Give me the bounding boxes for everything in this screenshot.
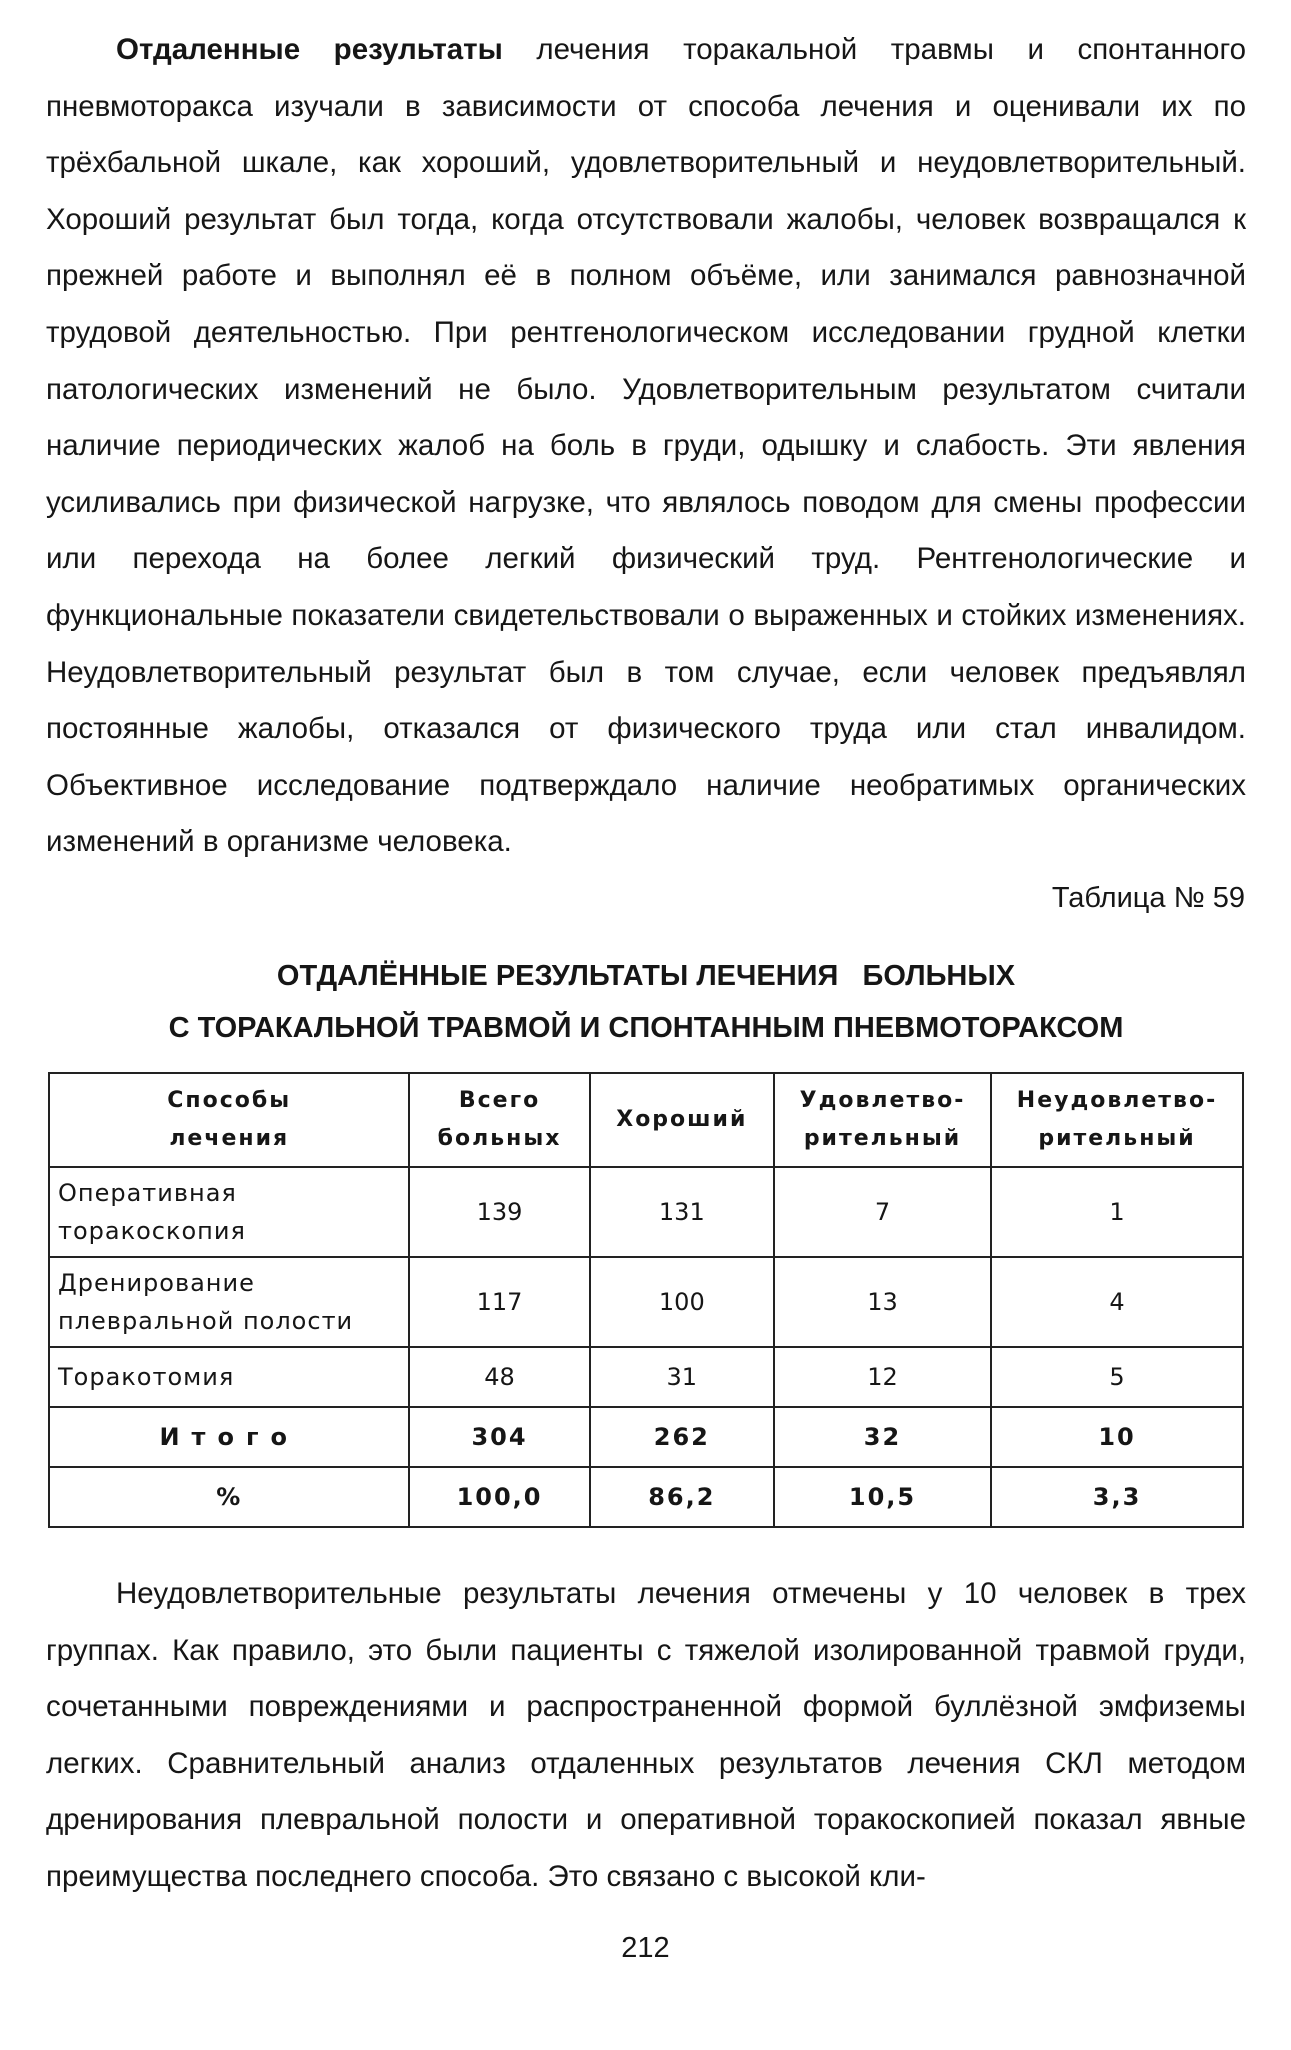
header-total: Всего больных (409, 1073, 589, 1167)
paragraph-lead: Отдаленные результаты (116, 33, 503, 66)
header-satisfactory: Удовлетво- рительный (774, 1073, 991, 1167)
body-paragraph-2: Неудовлетворительные результаты лечения отмечены у 10 человек в трех группах. Как правило, это были пациенты с тяжелой изолированной травмой груди, сочетанными повреждениями и распространенной формой буллёзной эмфиземы легких. Сравнительный анализ отдаленных результатов лечения СКЛ методом дренирования плевральной полости и оперативной торакоскопией показал явные преимущества последнего способа. Это связано с высокой кли- (46, 1577, 1246, 1893)
total-good: 262 (590, 1407, 774, 1467)
row-unsatisfactory: 1 (991, 1167, 1243, 1257)
table-row (49, 1347, 1243, 1407)
total-unsatisfactory: 10 (991, 1407, 1243, 1467)
percent-unsatisfactory: 3,3 (991, 1467, 1243, 1527)
row-total: 48 (409, 1347, 589, 1407)
total-total: 304 (409, 1407, 589, 1467)
table-title-line-1: ОТДАЛЁННЫЕ РЕЗУЛЬТАТЫ ЛЕЧЕНИЯ БОЛЬНЫХ (276, 960, 1016, 992)
results-table (48, 1072, 1244, 1528)
header-good: Хороший (590, 1073, 774, 1167)
table-total-row (49, 1407, 1243, 1467)
row-total: 117 (409, 1257, 589, 1347)
percent-good: 86,2 (590, 1467, 774, 1527)
percent-label: % (49, 1467, 409, 1527)
row-satisfactory: 13 (774, 1257, 991, 1347)
row-unsatisfactory: 4 (991, 1257, 1243, 1347)
table-row (49, 1167, 1243, 1257)
body-paragraph-1 (46, 22, 1246, 871)
table-title-line-2: С ТОРАКАЛЬНОЙ ТРАВМОЙ И СПОНТАННЫМ ПНЕВМОТОРАКСОМ (168, 1012, 1124, 1044)
table-header-row (49, 1073, 1243, 1167)
row-good: 31 (590, 1347, 774, 1407)
row-method: Оперативная торакоскопия (49, 1167, 409, 1257)
row-satisfactory: 12 (774, 1347, 991, 1407)
row-total: 139 (409, 1167, 589, 1257)
row-method: Дренирование плевральной полости (49, 1257, 409, 1347)
percent-satisfactory: 10,5 (774, 1467, 991, 1527)
header-unsatisfactory: Неудовлетво- рительный (991, 1073, 1243, 1167)
table-percent-row (49, 1467, 1243, 1527)
row-good: 100 (590, 1257, 774, 1347)
total-satisfactory: 32 (774, 1407, 991, 1467)
row-good: 131 (590, 1167, 774, 1257)
paragraph-text: лечения торакальной травмы и спонтанного пневмоторакса изучали в зависимости от способа лечения и оценивали их по трёхбальной шкале, как хороший, удовлетворительный и неудовлетворительный. Хороший результат был тогда, когда отсутствовали жалобы, человек возвращался к прежней работе и выполнял её в полном объёме, или занимался равнозначной трудовой деятельностью. При рентгенологическом исследовании грудной клетки патологических изменений не было. Удовлетворительным результатом считали наличие периодических жалоб на боль в груди, одышку и слабость. Эти явления усиливались при физической нагрузке, что являлось поводом для смены профессии или перехода на более легкий физический труд. Рентгенологические и функциональные показатели свидетельствовали о выраженных и стойких изменениях. Неудовлетворительный результат был в том случае, если человек предъявлял постоянные жалобы, отказался от физического труда или стал инвалидом. Объективное исследование подтверждало наличие необратимых органических изменений в организме человека. (46, 33, 1246, 859)
row-method: Торакотомия (49, 1347, 409, 1407)
table-number: Таблица № 59 (1051, 882, 1245, 914)
percent-total: 100,0 (409, 1467, 589, 1527)
total-label: Итого (49, 1407, 409, 1467)
table-row (49, 1257, 1243, 1347)
row-unsatisfactory: 5 (991, 1347, 1243, 1407)
table-title (46, 950, 1246, 1054)
page-number: 212 (621, 1932, 670, 1964)
row-satisfactory: 7 (774, 1167, 991, 1257)
header-method: Способы лечения (49, 1073, 409, 1167)
